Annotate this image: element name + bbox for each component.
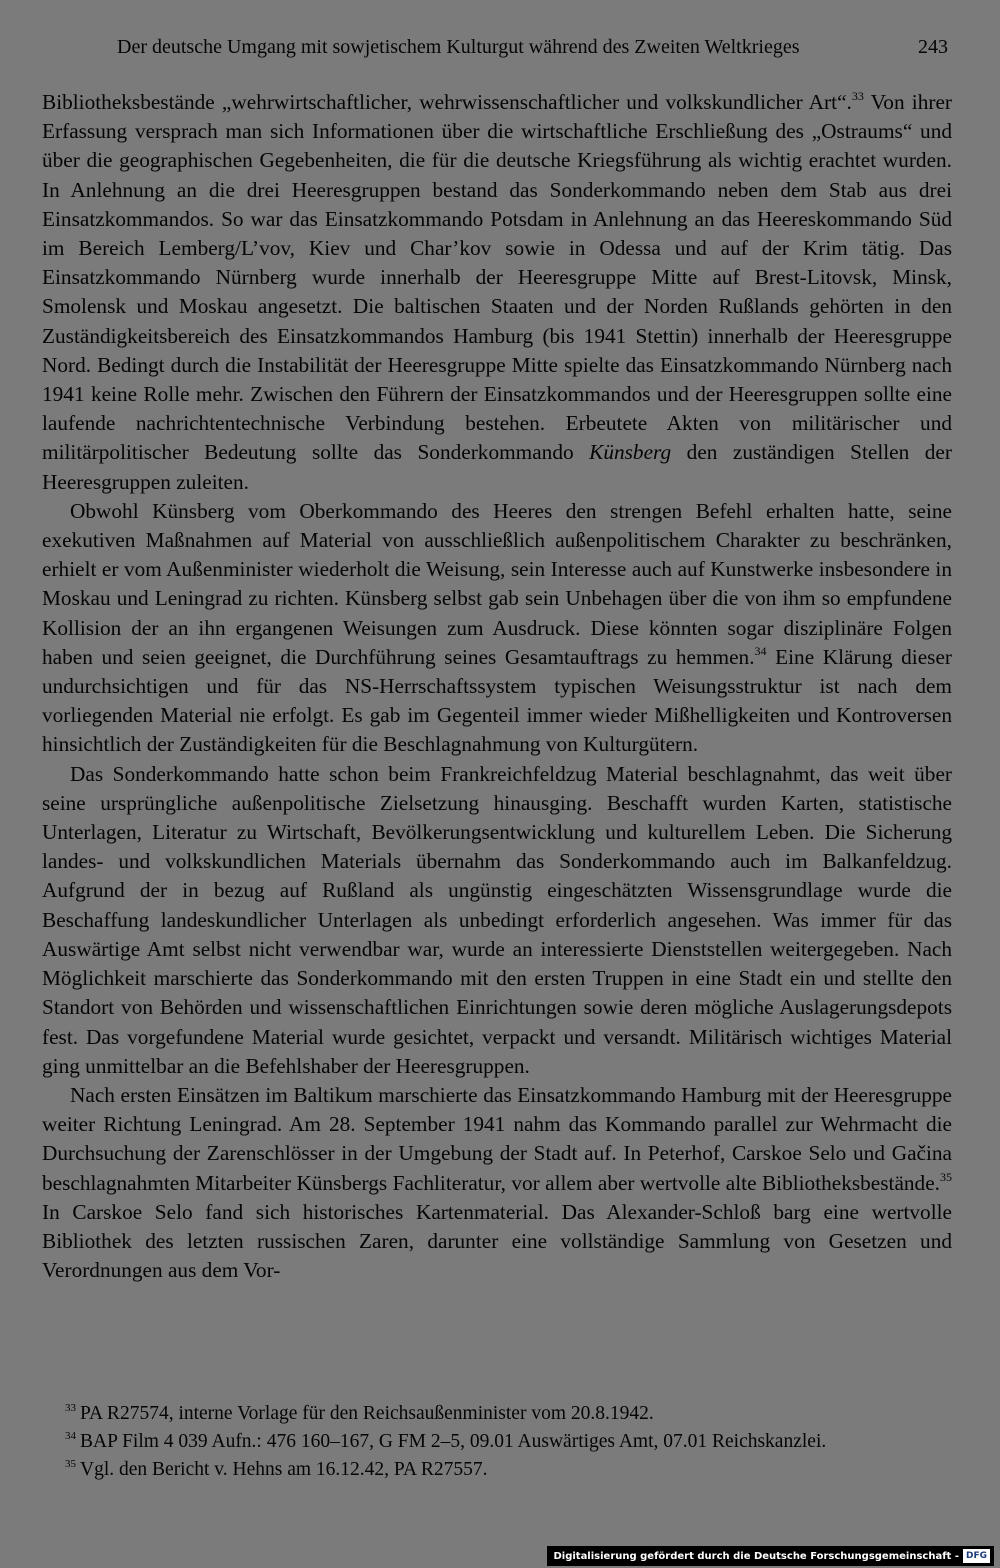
footnote-text: BAP Film 4 039 Aufn.: 476 160–167, G FM 2–5, 09.01 Auswärtiges Amt, 07.01 Reichskanzlei.	[80, 1431, 827, 1452]
paragraph-text: Bibliotheksbestände „wehrwirtschaftlicher, wehrwissenschaftlicher und volkskundlicher Art“.	[42, 90, 852, 114]
footnote-number: 33	[65, 1402, 76, 1414]
body-text	[42, 88, 952, 1285]
dfg-logo: DFG	[963, 1549, 990, 1563]
paragraph-text: Obwohl Künsberg vom Oberkommando des Heeres den strengen Befehl erhalten hatte, seine exekutiven Maßnahmen auf Material von ausschließlich außenpolitischem Charakter zu beschränken, erhielt er vom Außenminister wiederholt die Weisung, sein Interesse auch auf Kunstwerke insbesondere in Moskau und Leningrad zu richten. Künsberg selbst gab sein Unbehagen über die von ihm so empfundene Kollision der an ihn ergangenen Weisungen zum Ausdruck. Diese könnten sogar disziplinäre Folgen haben und seien geeignet, die Durchführung seines Gesamtauftrags zu hemmen.	[42, 498, 952, 669]
footnote-text: PA R27574, interne Vorlage für den Reichsaußenminister vom 20.8.1942.	[80, 1403, 654, 1424]
paragraph-text: Eine Klärung dieser undurchsichtigen und für das NS-Herrschaftssystem typischen Weisungsstruktur ist nach dem vorliegenden Material nie erfolgt. Es gab im Gegenteil immer wieder Mißhelligkeiten und Kontroversen hinsichtlich der Zuständigkeiten für die Beschlagnahmung von Kulturgütern.	[42, 644, 952, 757]
footnote-number: 35	[65, 1458, 76, 1470]
footnote-number: 34	[65, 1430, 76, 1442]
footnote-ref: 33	[851, 89, 864, 103]
credit-text: Digitalisierung gefördert durch die Deutsche Forschungsgemeinschaft -	[553, 1550, 959, 1562]
paragraph	[42, 497, 952, 760]
footnote	[42, 1428, 952, 1456]
page-number: 243	[918, 36, 948, 58]
paragraph-text: Von ihrer Erfassung versprach man sich Informationen über die wirtschaftliche Erschließung des „Ostraums“ und über die geographischen Gegebenheiten, die für die deutsche Kriegsführung als wichtig erachtet wurden. In Anlehnung an die drei Heeresgruppen bestand das Sonderkommando neben dem Stab aus drei Einsatzkommandos. So war das Einsatzkommando Potsdam in Anlehnung an das Heereskommando Süd im Bereich Lemberg/L’vov, Kiev und Char’kov sowie in Odessa und auf der Krim tätig. Das Einsatzkommando Nürnberg wurde innerhalb der Heeresgruppe Mitte auf Brest-Litovsk, Minsk, Smolensk und Moskau angesetzt. Die baltischen Staaten und der Norden Rußlands gehörten in den Zuständigkeitsbereich des Einsatzkommandos Hamburg (bis 1941 Stettin) innerhalb der Heeresgruppe Nord. Bedingt durch die Instabilität der Heeresgruppe Mitte spielte das Einsatzkommando Nürnberg nach 1941 keine Rolle mehr. Zwischen den Führern der Einsatzkommandos und der Heeresgruppen sollte eine laufende nachrichtentechnische Verbindung bestehen. Erbeutete Akten von militärischer und militärpolitischer Bedeutung sollte das Sonderkommando	[42, 90, 952, 465]
italic-name: Künsberg	[589, 440, 672, 465]
paragraph-text: Nach ersten Einsätzen im Baltikum marschierte das Einsatzkommando Hamburg mit der Heeresgruppe weiter Richtung Leningrad. Am 28. September 1941 nahm das Kommando parallel zur Wehrmacht die Durchsuchung der Zarenschlösser in der Umgebung der Stadt auf. In Peterhof, Carskoe Selo und Gačina beschlagnahmten Mitarbeiter Künsbergs Fachliteratur, vor allem aber wertvolle alte Bibliotheksbestände.	[42, 1082, 952, 1195]
paragraph-text: Das Sonderkommando hatte schon beim Frankreichfeldzug Material beschlagnahmt, das weit über seine ursprüngliche außenpolitische Zielsetzung hinausging. Beschafft wurden Karten, statistische Unterlagen, Literatur zu Wirtschaft, Bevölkerungsentwicklung und kulturellem Leben. Die Sicherung landes- und volkskundlichen Materials übernahm das Sonderkommando auch im Balkanfeldzug. Aufgrund der in bezug auf Rußland als ungünstig eingeschätzten Wissensgrundlage wurde die Beschaffung landeskundlicher Unterlagen als unbedingt erforderlich angesehen. Was immer für das Auswärtige Amt selbst nicht verwendbar war, wurde an interessierte Dienststellen weitergegeben. Nach Möglichkeit marschierte das Sonderkommando mit den ersten Truppen in eine Stadt ein und stellte den Standort von Behörden und wissenschaftlichen Einrichtungen sowie deren mögliche Auslagerungsdepots fest. Das vorgefundene Material wurde gesichtet, verpackt und versandt. Militärisch wichtiges Material ging unmittelbar an die Befehlshaber der Heeresgruppen.	[42, 761, 952, 1078]
footnote	[42, 1456, 952, 1484]
footnote	[42, 1400, 952, 1428]
footnote-text: Vgl. den Bericht v. Hehns am 16.12.42, PA R27557.	[80, 1459, 488, 1480]
footnotes	[42, 1400, 952, 1484]
paragraph	[42, 88, 952, 497]
digitization-credit	[547, 1546, 994, 1566]
footnote-ref: 35	[940, 1169, 952, 1184]
paragraph-text: den zuständigen Stellen der Heeresgruppen zuleiten.	[42, 440, 952, 494]
paragraph	[42, 760, 952, 1081]
running-header-title: Der deutsche Umgang mit sowjetischem Kulturgut während des Zweiten Weltkrieges	[117, 36, 800, 58]
paragraph	[42, 1081, 952, 1285]
footnote-ref: 34	[754, 643, 767, 658]
running-header	[117, 33, 952, 61]
paragraph-text: In Carskoe Selo fand sich historisches Kartenmaterial. Das Alexander-Schloß barg eine wertvolle Bibliothek des letzten russischen Zaren, darunter eine vollständige Sammlung von Gesetzen und Verordnungen aus dem Vor-	[42, 1199, 952, 1283]
